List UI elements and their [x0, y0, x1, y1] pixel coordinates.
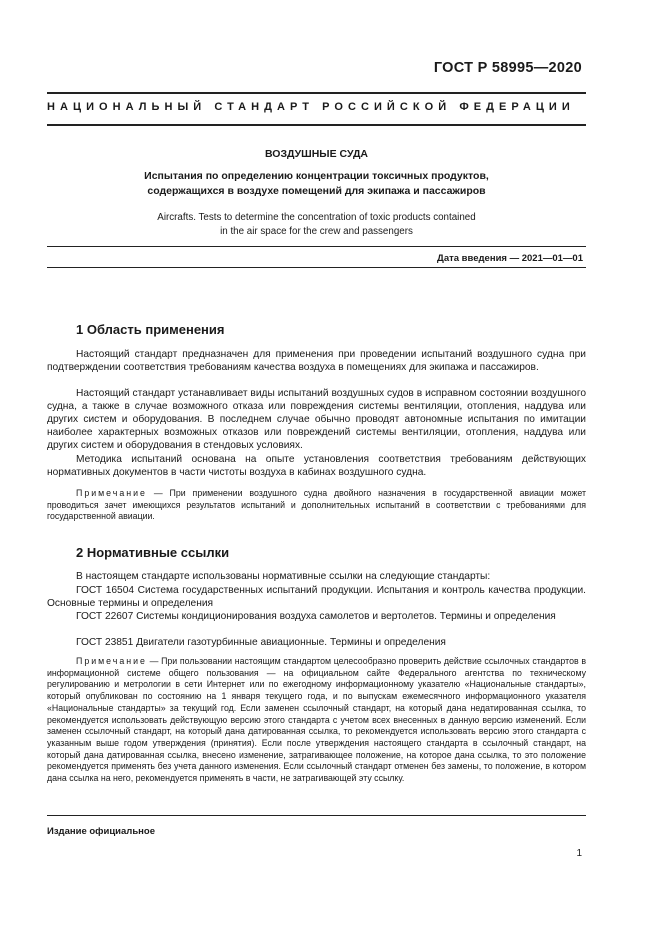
document-subtitle-ru: [47, 169, 586, 199]
section-1-paragraph-2: Настоящий стандарт устанавливает виды испытаний воздушных судов в исправном состоянии воздушного судна, а также в случае возможного отказа или повреждения системы вентиляции, отопления, наддува или других систем и оборудования. В последнем случае обычно проводят автономные испытания по имитации наиболее характерных возможных отказов или повреждений системы вентиляции, отопления, наддува или других систем и оборудования в стендовых условиях.: [47, 388, 586, 452]
section-1-note: [47, 488, 586, 523]
reference-gost-16504: ГОСТ 16504 Система государственных испытаний продукции. Испытания и контроль качества продукции. Основные термины и определения: [47, 585, 586, 610]
subtitle-ru-line-1: Испытания по определению концентрации токсичных продуктов,: [144, 170, 489, 182]
section-2-note: [47, 656, 586, 785]
national-standard-banner: НАЦИОНАЛЬНЫЙ СТАНДАРТ РОССИЙСКОЙ ФЕДЕРАЦИИ: [47, 101, 575, 113]
note-text: — При применении воздушного судна двойного назначения в государственной авиации может проводиться зачет имеющихся результатов испытаний и дополнительных испытаний в соответствии с требованиями для государственной авиации.: [47, 488, 586, 522]
header-rule-bottom: [47, 124, 586, 126]
footer-rule: [47, 815, 586, 816]
page-number: 1: [576, 848, 582, 859]
section-2-intro: В настоящем стандарте использованы нормативные ссылки на следующие стандарты:: [76, 571, 491, 582]
document-subtitle-en: [47, 211, 586, 239]
subtitle-ru-line-2: содержащихся в воздухе помещений для экипажа и пассажиров: [147, 185, 486, 197]
subtitle-en-line-1: Aircrafts. Tests to determine the concentration of toxic products contained: [157, 212, 476, 223]
intro-date-rule: [47, 246, 586, 247]
intro-date-rule-bottom: [47, 267, 586, 268]
section-2-heading: 2 Нормативные ссылки: [76, 545, 230, 560]
header-rule-top: [47, 92, 586, 94]
section-1-paragraph-3: Методика испытаний основана на опыте установления соответствия требованиям действующих нормативных документов в части чистоты воздуха в кабинах воздушного судна.: [47, 454, 586, 479]
subtitle-en-line-2: in the air space for the crew and passengers: [220, 226, 413, 237]
note-label: Примечание: [76, 488, 147, 498]
edition-label: Издание официальное: [47, 826, 155, 837]
note-text: — При пользовании настоящим стандартом целесообразно проверить действие ссылочных стандартов в информационной системе общего пользования — на официальном сайте Федерального агентства по техническому регулированию и метрологии в сети Интернет или по ежегодному информационному указателю «Национальные стандарты», который опубликован по состоянию на 1 января текущего года, и по выпускам ежемесячного информационного указателя «Национальные стандарты» за текущий год. Если заменен ссылочный стандарт, на который дана недатированная ссылка, то рекомендуется использовать действующую версию этого стандарта с учетом всех внесенных в данную версию изменений. Если заменен ссылочный стандарт, на который дана датированная ссылка, то рекомендуется использовать версию этого стандарта с указанным выше годом утверждения (принятия). Если после утверждения настоящего стандарта в ссылочный стандарт, на который дана датированная ссылка, внесено изменение, затрагивающее положение, на которое дана ссылка, то это положение рекомендуется применять без учета данного изменения. Если ссылочный стандарт отменен без замены, то положение, в котором дана ссылка на него, рекомендуется применять в части, не затрагивающей эту ссылку.: [47, 656, 586, 784]
reference-gost-23851: ГОСТ 23851 Двигатели газотурбинные авиационные. Термины и определения: [76, 637, 446, 648]
intro-date: Дата введения — 2021—01—01: [437, 253, 583, 264]
document-number: ГОСТ Р 58995—2020: [433, 60, 582, 76]
section-1-paragraph-1: Настоящий стандарт предназначен для применения при проведении испытаний воздушного судна при подтверждении соответствия требованиям качества воздуха в помещениях для экипажа и пассажиров.: [47, 349, 586, 374]
document-title: ВОЗДУШНЫЕ СУДА: [264, 148, 369, 160]
note-label: Примечание: [76, 656, 147, 666]
section-1-heading: 1 Область применения: [76, 322, 225, 337]
reference-gost-22607: ГОСТ 22607 Системы кондиционирования воздуха самолетов и вертолетов. Термины и определения: [76, 611, 556, 622]
